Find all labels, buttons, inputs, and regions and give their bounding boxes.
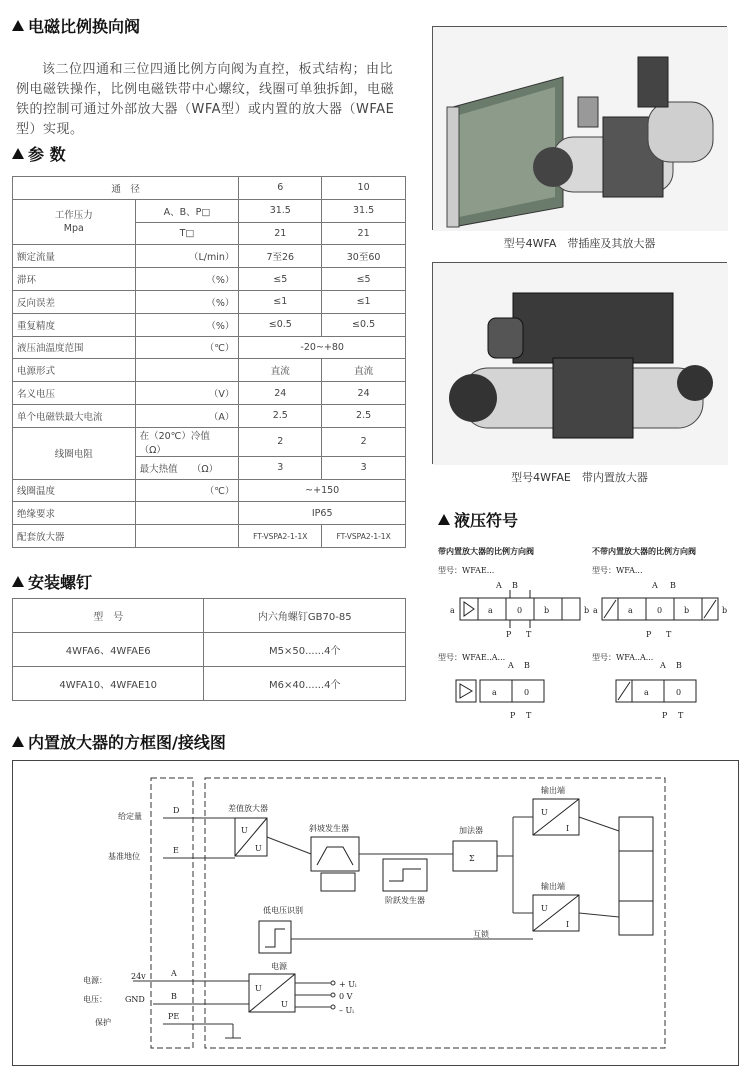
svg-text:P: P <box>510 711 516 720</box>
photo-caption-4wfa: 型号4WFA 带插座及其放大器 <box>503 237 656 250</box>
svg-text:PE: PE <box>168 1012 180 1021</box>
symbol-3pos-plain <box>593 581 727 639</box>
svg-text:差值放大器: 差值放大器 <box>228 804 268 813</box>
table-row: 重复精度 （%） ≤0.5 ≤0.5 <box>13 313 406 336</box>
svg-text:B: B <box>670 581 676 590</box>
svg-text:Σ: Σ <box>469 854 475 863</box>
section-title-screws: 安装螺钉 <box>12 570 92 593</box>
svg-text:U: U <box>541 808 548 817</box>
svg-text:T: T <box>526 711 532 720</box>
table-row: T□ 21 21 <box>13 222 406 245</box>
svg-text:D: D <box>173 806 180 815</box>
symbol-2pos-plain <box>616 661 696 720</box>
svg-text:型号：WFAE...: 型号：WFAE... <box>438 566 495 575</box>
svg-text:T: T <box>666 630 672 639</box>
svg-text:U: U <box>541 904 548 913</box>
svg-text:阶跃发生器: 阶跃发生器 <box>385 896 425 905</box>
svg-text:0: 0 <box>676 688 682 697</box>
svg-text:T: T <box>678 711 684 720</box>
triangle-icon <box>12 736 24 747</box>
table-row: 绝缘要求 IP65 <box>13 502 406 525</box>
table-row: 最大热值 （Ω） 3 3 <box>13 456 406 479</box>
hydraulic-symbols <box>420 540 750 720</box>
svg-text:电压：: 电压： <box>83 995 107 1004</box>
svg-text:U: U <box>281 1000 288 1009</box>
symbol-3pos-integrated <box>450 581 589 639</box>
section-title-params: 参 数 <box>12 142 66 165</box>
table-row: 名义电压 （V） 24 24 <box>13 382 406 405</box>
triangle-icon <box>12 148 24 159</box>
svg-text:a: a <box>593 606 598 615</box>
svg-text:A: A <box>652 581 658 590</box>
svg-text:保护: 保护 <box>95 1018 111 1027</box>
svg-text:a: a <box>492 688 497 697</box>
svg-text:U: U <box>255 984 262 993</box>
table-row: 工作压力 Mpa A、B、P□ 31.5 31.5 <box>13 199 406 222</box>
svg-text:低电压识别: 低电压识别 <box>263 906 303 915</box>
svg-text:电源：: 电源： <box>83 976 107 985</box>
svg-text:基准地位: 基准地位 <box>108 852 140 861</box>
svg-text:a: a <box>644 688 649 697</box>
svg-text:不带内置放大器的比例方向阀: 不带内置放大器的比例方向阀 <box>592 546 696 556</box>
svg-text:带内置放大器的比例方向阀: 带内置放大器的比例方向阀 <box>438 546 534 556</box>
svg-text:输出端: 输出端 <box>541 786 565 795</box>
block-diagram-frame <box>12 760 739 1066</box>
svg-text:b: b <box>584 606 590 615</box>
section-title-valve: 电磁比例换向阀 <box>12 14 140 37</box>
triangle-icon <box>12 576 24 587</box>
svg-text:A: A <box>171 969 177 978</box>
svg-text:A: A <box>508 661 514 670</box>
svg-text:B: B <box>524 661 530 670</box>
svg-text:型号：WFA...: 型号：WFA... <box>592 566 643 575</box>
section-title-diagram: 内置放大器的方框图/接线图 <box>12 730 226 753</box>
svg-text:给定量: 给定量 <box>118 812 142 821</box>
svg-text:P: P <box>506 630 512 639</box>
svg-text:b: b <box>684 606 690 615</box>
block-diagram <box>13 761 738 1065</box>
svg-text:GND: GND <box>125 995 145 1004</box>
product-photo-4wfae <box>432 262 727 464</box>
svg-text:0 V: 0 V <box>339 992 353 1001</box>
svg-text:电源: 电源 <box>271 962 287 971</box>
section-title-hydraulic: 液压符号 <box>438 508 518 531</box>
svg-text:型号：WFA..A...: 型号：WFA..A... <box>592 653 654 662</box>
symbol-2pos-integrated <box>456 661 544 720</box>
svg-text:P: P <box>646 630 652 639</box>
table-row: 反向误差 （%） ≤1 ≤1 <box>13 290 406 313</box>
params-table <box>12 176 406 548</box>
svg-text:U: U <box>241 826 248 835</box>
svg-text:斜坡发生器: 斜坡发生器 <box>309 824 349 833</box>
triangle-icon <box>12 20 24 31</box>
svg-text:B: B <box>676 661 682 670</box>
screws-table <box>12 598 406 701</box>
svg-text:0: 0 <box>524 688 530 697</box>
svg-text:T: T <box>526 630 532 639</box>
photo-caption-4wfae: 型号4WFAE 带内置放大器 <box>511 471 648 484</box>
table-row: 额定流量 （L/min） 7至26 30至60 <box>13 245 406 268</box>
svg-text:0: 0 <box>657 606 663 615</box>
svg-text:a: a <box>628 606 633 615</box>
table-row: 4WFA6、4WFAE6 M5×50......4个 <box>13 633 406 667</box>
svg-text:b: b <box>722 606 728 615</box>
svg-text:型号：WFAE..A...: 型号：WFAE..A... <box>438 653 506 662</box>
svg-text:– Uᵢ: – Uᵢ <box>339 1006 354 1015</box>
table-row: 液压油温度范围 （℃） -20~+80 <box>13 336 406 359</box>
table-row: 配套放大器 FT-VSPA2-1-1X FT-VSPA2-1-1X <box>13 525 406 548</box>
table-row: 滞环 （%） ≤5 ≤5 <box>13 268 406 291</box>
svg-text:I: I <box>566 920 570 929</box>
svg-text:加法器: 加法器 <box>459 826 483 835</box>
svg-text:P: P <box>662 711 668 720</box>
svg-text:I: I <box>566 824 570 833</box>
svg-text:a: a <box>488 606 493 615</box>
svg-text:E: E <box>173 846 179 855</box>
svg-text:互锁: 互锁 <box>473 930 489 939</box>
intro-paragraph: 该二位四通和三位四通比例方向阀为直控，板式结构；由比 例电磁铁操作，比例电磁铁带中心螺纹，线圈可单独拆卸，电磁 铁的控制可通过外部放大器（WFA型）或内置的放大器（WFAE 型）实现。 <box>16 62 395 137</box>
svg-text:输出端: 输出端 <box>541 882 565 891</box>
svg-text:24v: 24v <box>131 972 146 981</box>
table-row: 4WFA10、4WFAE10 M6×40......4个 <box>13 667 406 701</box>
table-row: 通 径 6 10 <box>13 177 406 200</box>
svg-text:a: a <box>450 606 455 615</box>
svg-text:+ Uᵢ: + Uᵢ <box>339 980 357 989</box>
table-row: 线圈电阻 在（20℃）冷值 （Ω） 2 2 <box>13 427 406 456</box>
triangle-icon <box>438 514 450 525</box>
valve-with-amplifier-image <box>433 27 728 231</box>
svg-text:U: U <box>255 844 262 853</box>
svg-text:b: b <box>544 606 550 615</box>
table-row: 单个电磁铁最大电流 （A） 2.5 2.5 <box>13 404 406 427</box>
svg-text:B: B <box>171 992 177 1001</box>
svg-text:0: 0 <box>517 606 523 615</box>
valve-integrated-amplifier-image <box>433 263 728 465</box>
product-photo-4wfa <box>432 26 727 230</box>
svg-text:A: A <box>496 581 502 590</box>
table-row: 电源形式 直流 直流 <box>13 359 406 382</box>
svg-text:A: A <box>660 661 666 670</box>
table-row: 线圈温度 （℃） ~+150 <box>13 479 406 502</box>
table-row: 型 号 内六角螺钉GB70-85 <box>13 599 406 633</box>
svg-text:B: B <box>512 581 518 590</box>
